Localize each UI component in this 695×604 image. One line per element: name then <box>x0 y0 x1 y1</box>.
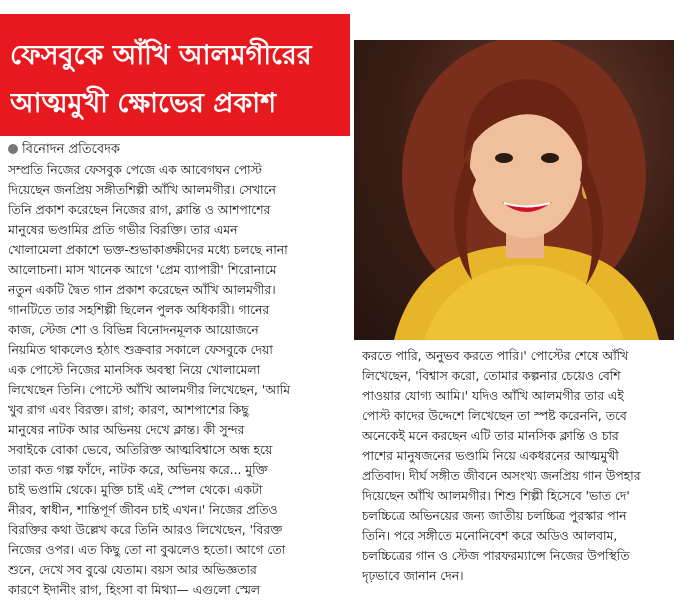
text-line: খোলামেলা প্রকাশে ভক্ত-শুভাকাঙ্ক্ষীদের মধ্যে চলছে নানা <box>8 243 288 257</box>
article-column-right <box>362 346 684 586</box>
text-line: নিয়মিত থাকলেও হঠাৎ শুক্রবার সকালে ফেসবুকে দেয়া <box>8 343 273 357</box>
text-line: চলচ্চিত্রে অভিনয়ের জন্য জাতীয় চলচ্চিত্র পুরস্কার পান <box>362 509 627 523</box>
text-line: সবাইকে বোকা ভেবে, অতিরিক্ত আত্মবিশ্বাসে অন্ধ হয়ে <box>8 443 273 457</box>
text-line: কাজ, স্টেজ শো ও বিভিন্ন বিনোদনমূলক আয়োজনে <box>8 323 259 337</box>
text-line: পাশের মানুষজনের ভণ্ডামি নিয়ে একধরনের আত্মমুখী <box>362 449 619 463</box>
text-line: নীরব, স্বাধীন, শান্তিপূর্ণ জীবন চাই এখন।' নিজের প্রতিও <box>8 503 278 517</box>
text-line: সম্প্রতি নিজের ফেসবুক পেজে এক আবেগঘন পোস্ট <box>8 163 262 177</box>
text-line: তারা কত গল্প ফাঁদে, নাটক করে, অভিনয় করে... মুক্তি <box>8 463 268 477</box>
text-line: মানুষের নাটক আর অভিনয় দেখে ক্লান্ত। কী সুন্দর <box>8 423 245 437</box>
text-line: করতে পারি, অনুভব করতে পারি।' পোস্টের শেষে আঁখি <box>362 349 629 363</box>
text-line: তিনি। পরে সঙ্গীতে মনোনিবেশ করে অডিও আলবাম, <box>362 529 618 543</box>
text-line: নতুন একটি দ্বৈত গান প্রকাশ করেছেন আঁখি আলমগীর। <box>8 283 276 297</box>
text-line: অনেকেই মনে করছেন এটি তার মানসিক ক্লান্তি ও চার <box>362 429 619 443</box>
headline-line-1: ফেসবুকে আঁখি আলমগীরের <box>10 40 312 71</box>
text-line: মানুষের ভণ্ডামির প্রতি গভীর বিরক্তি। তার এমন <box>8 223 238 237</box>
headline-line-2: আত্মমুখী ক্ষোভের প্রকাশ <box>10 88 277 119</box>
bullet-icon <box>8 144 18 154</box>
text-line: গানটিতে তার সহশিল্পী ছিলেন পুলক অধিকারী। গানের <box>8 303 270 317</box>
portrait-illustration <box>354 40 674 340</box>
text-line: বিরক্তির কথা উল্লেখ করে তিনি আরও লিখেছেন, 'বিরক্ত <box>8 523 283 537</box>
text-line: লিখেছেন, 'বিশ্বাস করো, তোমার কল্পনার চেয়েও বেশি <box>362 369 621 383</box>
byline-text: বিনোদন প্রতিবেদক <box>22 142 120 157</box>
text-line: পোস্ট কাদের উদ্দেশে লিখেছেন তা স্পষ্ট করেননি, তবে <box>362 409 627 423</box>
text-line: দিয়েছেন জনপ্রিয় সঙ্গীতশিল্পী আঁখি আলমগীর। সেখানে <box>8 183 276 197</box>
text-line: দৃঢ়ভাবে জানান দেন। <box>362 569 464 583</box>
text-line: শুনে, দেখে সব বুঝে যেতাম। বয়স আর অভিজ্ঞতার <box>8 563 257 577</box>
text-line: চলচ্চিত্রের গান ও স্টেজ পারফরম্যান্সে নিজের উপস্থিতি <box>362 549 630 563</box>
text-line: নিজের ওপর। এত কিছু তো না বুঝলেও হতো। আগে তো <box>8 543 286 557</box>
text-line: আলোচনা। মাস খানেক আগে 'প্রেম ব্যাপারী' শিরোনামে <box>8 263 277 277</box>
byline <box>8 140 348 160</box>
article-column-left <box>8 160 353 600</box>
text-line: দিয়েছেন আঁখি আলমগীর। শিশু শিল্পী হিসেবে 'ভাত দে' <box>362 489 630 503</box>
text-line: তিনি প্রকাশ করেছেন নিজের রাগ, ক্লান্তি ও আশপাশের <box>8 203 271 217</box>
text-line: চাই ভণ্ডামি থেকে। মুক্তি চাই এই স্পেল থেকে। একটা <box>8 483 263 497</box>
text-line: খুব রাগ এবং বিরক্ত। রাগ; কারণ, আশপাশের কিছু <box>8 403 249 417</box>
text-line: পাওয়ার যোগ্য আমি।' যদিও আঁখি আলমগীর তার এই <box>362 389 624 403</box>
portrait-photo <box>354 40 674 340</box>
text-line: কারণে ইদানীং রাগ, হিংসা বা মিথ্যা— এগুলো স্মেল <box>8 583 260 597</box>
text-line: প্রতিবাদ। দীর্ঘ সঙ্গীত জীবনে অসংখ্য জনপ্রিয় গান উপহার <box>362 469 641 483</box>
text-line: লিখেছেন তিনি। পোস্টে আঁখি আলমগীর লিখেছেন, 'আমি <box>8 383 290 397</box>
text-line: এক পোস্টে নিজের মানসিক অবস্থা নিয়ে খোলামেলা <box>8 363 261 377</box>
headline-banner <box>0 14 350 136</box>
